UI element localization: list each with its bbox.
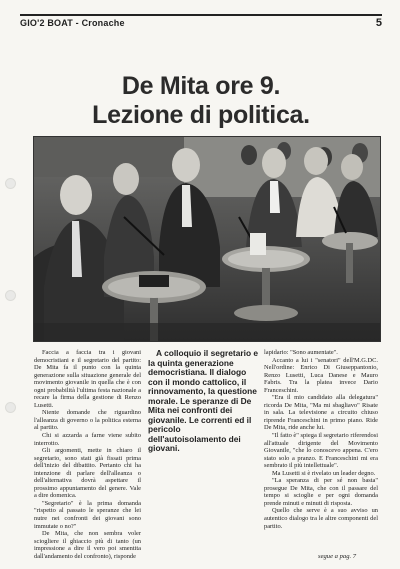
article-column-3 — [264, 349, 378, 530]
paragraph: "Il fatto è" spiega il segretario riferendosi all'attuale dirigente del Movimento Giovanile, "che lo conoscevo appena. C'ero stato solo a pranzo. E Franceschini mi era sembrato il più intellettuale". — [264, 432, 379, 470]
headline-line-1: De Mita ore 9. — [121, 72, 281, 100]
binder-hole — [5, 178, 16, 189]
paragraph: Quello che serve è a suo avviso un autentico dialogo tra le altre componenti del partito. — [264, 507, 378, 530]
running-header — [20, 14, 382, 34]
paragraph: Chi si azzarda a farne viene subito interrotto. — [34, 432, 141, 447]
paragraph: lapidario: "Sono aumentate". — [264, 349, 338, 356]
page-number: 5 — [375, 17, 382, 29]
binder-hole — [5, 402, 16, 413]
article-column-1 — [34, 349, 141, 560]
continued-on-page: segue a pag. 7 — [318, 553, 357, 560]
meeting-photo — [33, 136, 381, 342]
running-title: GIO'2 BOAT - Cronache — [20, 18, 125, 28]
paragraph: Ma Lusetti si è rivelato un leader degno. — [272, 469, 376, 477]
headline-line-2: Lezione di politica. — [92, 101, 310, 129]
lead-summary: A colloquio il segretario e la quinta generazione democristiana. Il dialogo con il mondo cattolico, il rinnovamento, la questione morale. Le speranze di De Mita nei confronti dei giovanile. Le correnti ed il pericolo dell'autoisolamento dei giovani. — [148, 348, 259, 453]
paragraph: Faccia a faccia tra i giovani democristiani e il segretario del partito: De Mita fa il punto con la quinta generazione sulla situazione generale del movimento giovanile in quella che è con ogni probabilità l'ultima festa nazionale a recare la firma della gestione di Renzo Lusetti. — [34, 349, 141, 409]
meeting-photo-illustration — [34, 137, 380, 341]
lead-column — [148, 349, 260, 454]
paragraph: "Segretario" è la prima domanda "rispetto al passato le speranze che lei nutre nei confronti dei giovani sono immutate o no?" — [34, 499, 141, 530]
paragraph: "La speranza di per sé non basta" prosegue De Mita, che con il passare del tempo si scioglie e per ogni domanda prende minuti e minuti di risposta. — [264, 477, 378, 507]
paragraph: Niente domande che riguardino l'alleanza di governo o la politica esterna al partito. — [34, 409, 141, 432]
binder-hole — [5, 290, 16, 301]
paragraph: De Mita, che non sembra voler sciogliere il ghiaccio più di tanto (un impressione a dire il vero poi smentita dall'andamento del confronto), risponde — [34, 530, 141, 560]
paragraph: "Era il mio candidato alla delegatura" ricorda De Mita, "Ma mi sbagliavo" Risate in sala. La televisione a circuito chiuso riprende Franceschini in primo piano. Ride De Mita, ride anche lui. — [264, 394, 378, 432]
paragraph: Accanto a lui i "senatori" dell'M.G.DC. Nell'ordine: Enrico Di Giuseppantonio, Renzo Lusetti, Luca Danese e Mauro Fabris. Tra la platea invece Dario Franceschini. — [264, 356, 378, 394]
paragraph: Gli argomenti, mette in chiaro il segretario, sono stati già fissati prima dell'inizio del dibattito. Pertanto chi ha intenzione di parlare dell'alleanza o dell'alternativa dovrà aspettare il prossimo appuntamento del genere. Vale a dire domenica. — [34, 447, 141, 500]
